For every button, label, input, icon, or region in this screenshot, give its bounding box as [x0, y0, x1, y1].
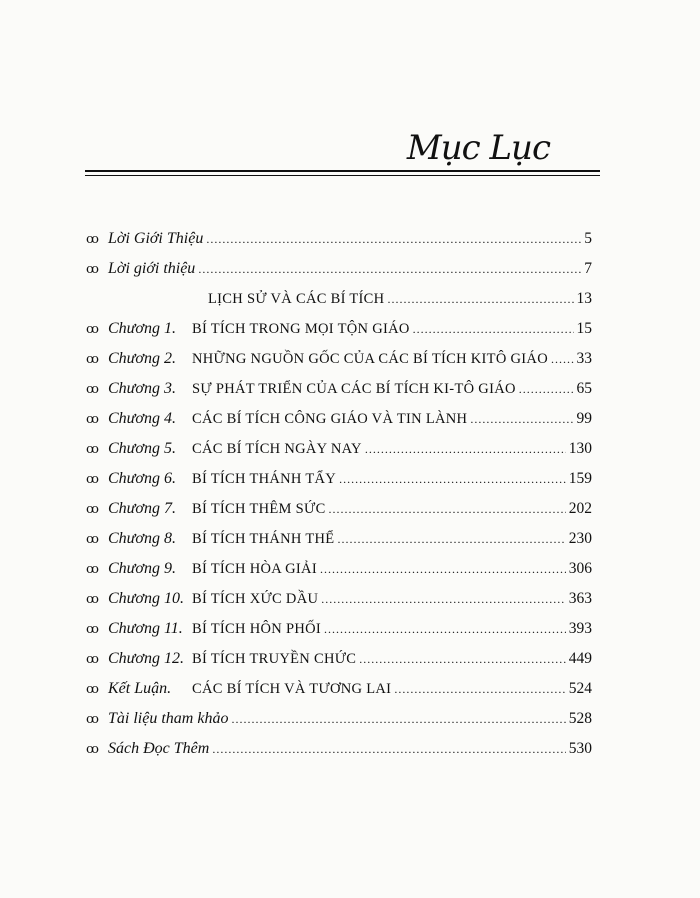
toc-entry-label: Kết Luận. [108, 680, 172, 697]
toc-entry-title: BÍ TÍCH TRONG MỌI TỘN GIÁO [192, 321, 410, 337]
ornament-icon: ꝏ [86, 501, 99, 516]
toc-entry-label: Tài liệu tham khảo [108, 710, 229, 727]
toc-entry-page: 33 [576, 350, 592, 367]
toc-entry-title: BÍ TÍCH THÁNH TẨY [192, 471, 337, 487]
heading-rule-thin [85, 175, 600, 176]
toc-entry-page: 230 [568, 530, 592, 547]
ornament-icon: ꝏ [86, 711, 99, 726]
ornament-icon: ꝏ [86, 681, 99, 696]
toc-entry-page: 524 [568, 680, 592, 697]
ornament-icon: ꝏ [86, 231, 99, 246]
toc-entry [86, 590, 592, 620]
toc-entry-label: Chương 4. [108, 410, 176, 427]
toc-entry-title: BÍ TÍCH THÁNH THỂ [192, 531, 335, 547]
toc-entry [86, 620, 592, 650]
toc-entry-page: 159 [568, 470, 592, 487]
toc-entry-page: 528 [568, 710, 592, 727]
dot-leader [329, 500, 566, 518]
toc-entry-title: LỊCH SỬ VÀ CÁC BÍ TÍCH [208, 291, 385, 307]
toc-entry [86, 650, 592, 680]
toc-entry [86, 530, 592, 560]
dot-leader [365, 440, 566, 458]
heading-rule-thick [85, 170, 600, 172]
toc-entry-page: 5 [584, 230, 592, 247]
toc-entry [86, 680, 592, 710]
ornament-icon: ꝏ [86, 321, 99, 336]
toc-entry-title: BÍ TÍCH THÊM SỨC [192, 501, 326, 517]
ornament-icon: ꝏ [86, 621, 99, 636]
toc-entry-title: BÍ TÍCH TRUYỀN CHỨC [192, 651, 357, 667]
toc-entry-title: BÍ TÍCH HÔN PHỐI [192, 621, 321, 637]
dot-leader [519, 380, 574, 398]
dot-leader [231, 710, 565, 728]
toc-entry-label: Chương 2. [108, 350, 176, 367]
toc-entry-title: BÍ TÍCH HÒA GIẢI [192, 561, 317, 577]
toc-entry-page: 13 [576, 290, 592, 307]
dot-leader [394, 680, 565, 698]
dot-leader [339, 470, 566, 488]
dot-leader [470, 410, 573, 428]
toc-entry-page: 530 [568, 740, 592, 757]
dot-leader [212, 740, 565, 758]
toc-entry [86, 410, 592, 440]
dot-leader [324, 620, 566, 638]
toc-entry-page: 15 [576, 320, 592, 337]
toc-entry-title: CÁC BÍ TÍCH VÀ TƯƠNG LAI [192, 681, 392, 697]
toc-entry-label: Lời giới thiệu [108, 260, 196, 277]
dot-leader [413, 320, 574, 338]
table-of-contents [86, 230, 592, 770]
ornament-icon: ꝏ [86, 591, 99, 606]
toc-entry-label: Chương 1. [108, 320, 176, 337]
dot-leader [321, 590, 566, 608]
ornament-icon: ꝏ [86, 441, 99, 456]
ornament-icon: ꝏ [86, 351, 99, 366]
toc-entry-label: Chương 11. [108, 620, 183, 637]
dot-leader [337, 530, 565, 548]
toc-entry-page: 363 [568, 590, 592, 607]
toc-entry [86, 710, 592, 740]
dot-leader [320, 560, 566, 578]
toc-entry [86, 320, 592, 350]
toc-entry [86, 470, 592, 500]
ornament-icon: ꝏ [86, 381, 99, 396]
toc-entry-label: Chương 8. [108, 530, 176, 547]
ornament-icon: ꝏ [86, 561, 99, 576]
toc-entry [86, 260, 592, 290]
toc-entry [86, 290, 592, 320]
dot-leader [551, 350, 574, 368]
dot-leader [359, 650, 566, 668]
toc-entry-page: 65 [576, 380, 592, 397]
toc-entry-title: NHỮNG NGUỒN GỐC CỦA CÁC BÍ TÍCH KITÔ GIÁO [192, 351, 548, 367]
toc-entry-title: SỰ PHÁT TRIỂN CỦA CÁC BÍ TÍCH KI-TÔ GIÁO [192, 381, 516, 397]
ornament-icon: ꝏ [86, 411, 99, 426]
toc-entry-page: 393 [568, 620, 592, 637]
toc-entry [86, 350, 592, 380]
ornament-icon: ꝏ [86, 471, 99, 486]
toc-heading: Mục Lục [406, 128, 550, 168]
toc-entry-page: 306 [568, 560, 592, 577]
toc-entry [86, 560, 592, 590]
toc-entry-page: 202 [568, 500, 592, 517]
toc-entry-label: Chương 5. [108, 440, 176, 457]
toc-entry-page: 7 [584, 260, 592, 277]
toc-entry-label: Lời Giới Thiệu [108, 230, 204, 247]
toc-entry-page: 449 [568, 650, 592, 667]
ornament-icon: ꝏ [86, 261, 99, 276]
toc-entry-page: 99 [576, 410, 592, 427]
toc-entry-label: Chương 12. [108, 650, 184, 667]
ornament-icon: ꝏ [86, 741, 99, 756]
toc-entry [86, 230, 592, 260]
toc-entry-label: Chương 6. [108, 470, 176, 487]
toc-entry-page: 130 [568, 440, 592, 457]
toc-entry-label: Chương 7. [108, 500, 176, 517]
toc-entry-label: Chương 9. [108, 560, 176, 577]
toc-entry-title: BÍ TÍCH XỨC DẦU [192, 591, 319, 607]
dot-leader [206, 230, 581, 248]
ornament-icon: ꝏ [86, 651, 99, 666]
toc-entry [86, 740, 592, 770]
toc-entry-title: CÁC BÍ TÍCH NGÀY NAY [192, 441, 362, 457]
dot-leader [198, 260, 581, 278]
toc-entry-label: Chương 3. [108, 380, 176, 397]
toc-entry-title: CÁC BÍ TÍCH CÔNG GIÁO VÀ TIN LÀNH [192, 411, 468, 427]
toc-entry [86, 380, 592, 410]
toc-entry-label: Sách Đọc Thêm [108, 740, 210, 757]
ornament-icon: ꝏ [86, 531, 99, 546]
toc-entry-label: Chương 10. [108, 590, 184, 607]
toc-entry [86, 500, 592, 530]
toc-entry [86, 440, 592, 470]
dot-leader [387, 290, 573, 308]
